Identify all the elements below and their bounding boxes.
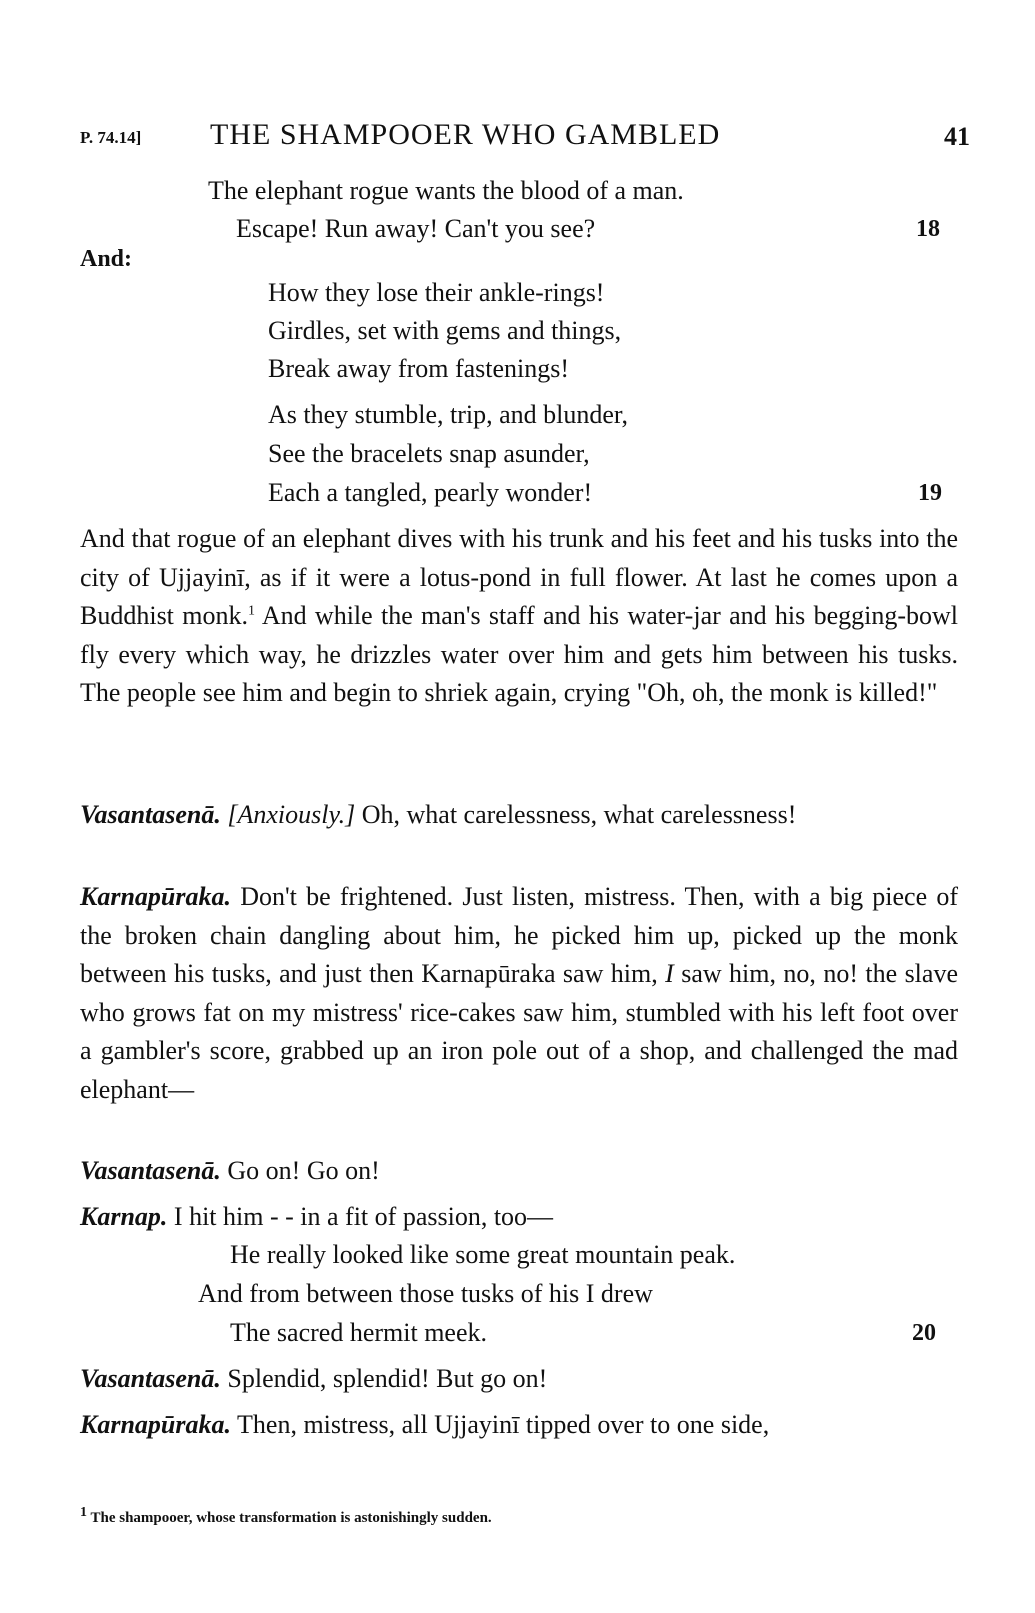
speech-text: Oh, what carelessness, what carelessness! [355,800,797,829]
verse-line: Escape! Run away! Can't you see? [236,214,596,243]
verse-line: And from between those tusks of his I drew [198,1279,653,1308]
verse-line: See the bracelets snap asunder, [268,439,590,468]
paragraph-text: And while the man's staff and his water-jar and his begging-bowl fly every which way, he drizzles water over him and gets him between his tusks. The people see him and begin to shriek again, crying "Oh, oh, the monk is killed!" [80,601,958,707]
footnote-text: The shampooer, whose transformation is astonishingly sudden. [87,1510,492,1526]
stage-direction: [Anxiously.] [227,800,356,829]
speech-text: Splendid, splendid! But go on! [220,1364,548,1393]
dialogue-speech [80,1152,958,1191]
verse-line: The sacred hermit meek. [230,1318,487,1347]
verse-line: Break away from fastenings! [268,354,570,383]
dialogue-speech [80,878,958,1109]
verse-number: 20 [912,1320,936,1346]
dialogue-speech [80,1406,958,1445]
verse-number: 19 [918,480,942,506]
running-title: THE SHAMPOOER WHO GAMBLED [210,118,721,151]
dialogue-speech [80,1360,958,1399]
verse-line: He really looked like some great mountain peak. [230,1240,736,1269]
speaker-name: Karnap. [80,1202,168,1231]
speaker-name: Karnapūraka. [80,1410,231,1439]
dialogue-speech [80,796,958,835]
prose-paragraph [80,520,958,713]
dialogue-speech [80,1198,958,1237]
speech-text: Then, mistress, all Ujjayinī tipped over to one side, [231,1410,770,1439]
speech-text: I hit him - - in a fit of passion, too— [167,1202,554,1231]
page-number: 41 [944,122,970,151]
verse-number: 18 [916,216,940,242]
speech-text: saw him, no, no! the slave who grows fat on my mistress' rice-cakes saw him, stumbled with his left foot over a gambler's score, grabbed up an iron pole out of a shop, and challenged the mad elephant— [80,959,958,1104]
verse-line: The elephant rogue wants the blood of a man. [208,176,684,205]
speech-text: Go on! Go on! [220,1156,380,1185]
footnote [80,1505,492,1527]
and-label: And: [80,246,133,272]
paragraph-text: And that rogue of an elephant dives with his trunk and his feet and his tusks into the city of Ujjayinī, as if it were a lotus-pond in full flower. At last he comes upon a Buddhist monk. [80,524,958,630]
page-reference: P. 74.14] [80,128,142,147]
speaker-name: Vasantasenā. [80,1364,221,1393]
speaker-name: Vasantasenā. [80,800,221,829]
speaker-name: Karnapūraka. [80,882,231,911]
verse-line: Each a tangled, pearly wonder! [268,478,593,507]
speech-text: Don't be frightened. Just listen, mistress. Then, with a big piece of the broken chain dangling about him, he picked him up, picked up the monk between his tusks, and just then Karnapūraka saw him, [80,882,958,988]
verse-line: As they stumble, trip, and blunder, [268,400,629,429]
speaker-name: Vasantasenā. [80,1156,221,1185]
emphasis: I [665,959,674,988]
verse-line: How they lose their ankle-rings! [268,278,605,307]
verse-line: Girdles, set with gems and things, [268,316,622,345]
footnote-mark: 1 [247,603,255,619]
footnote-mark: 1 [80,1505,87,1520]
